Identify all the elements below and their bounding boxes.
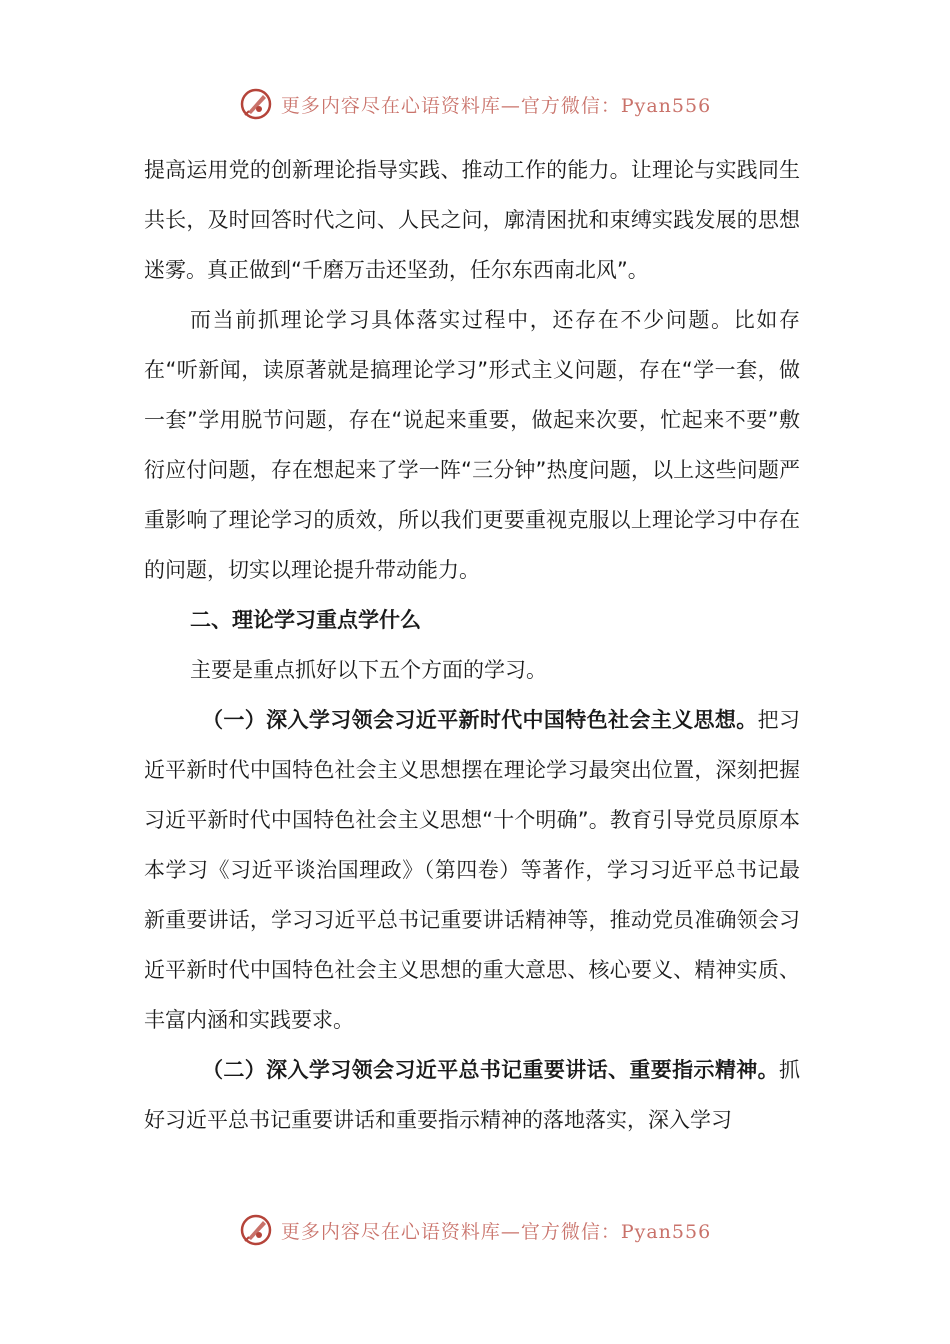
item-1 [144, 695, 800, 1045]
paragraph-2: 而当前抓理论学习具体落实过程中，还存在不少问题。比如存在“听新闻，读原著就是搞理论学习”形式主义问题，存在“学一套，做一套”学用脱节问题，存在“说起来重要，做起来次要，忙起来不要”敷衍应付问题，存在想起来了学一阵“三分钟”热度问题，以上这些问题严重影响了理论学习的质效，所以我们更要重视克服以上理论学习中存在的问题，切实以理论提升带动能力。 [144, 308, 800, 582]
quill-logo-icon [239, 87, 273, 121]
paragraph-3: 主要是重点抓好以下五个方面的学习。 [190, 658, 547, 682]
item-2-title: （二）深入学习领会习近平总书记重要讲话、重要指示精神。 [202, 1058, 779, 1082]
footer-watermark-text: 更多内容尽在心语资料库—官方微信：Pyan556 [280, 1220, 712, 1243]
document-body [144, 145, 800, 1145]
item-2 [144, 1045, 800, 1145]
item-1-body: 把习近平新时代中国特色社会主义思想摆在理论学习最突出位置，深刻把握习近平新时代中国特色社会主义思想“十个明确”。教育引导党员原原本本学习《习近平谈治国理政》（第四卷）等著作，学习习近平总书记最新重要讲话，学习习近平总书记重要讲话精神等，推动党员准确领会习近平新时代中国特色社会主义思想的重大意思、核心要义、精神实质、丰富内涵和实践要求。 [144, 708, 801, 1032]
paragraph-1: 提高运用党的创新理论指导实践、推动工作的能力。让理论与实践同生共长，及时回答时代之问、人民之问，廓清困扰和束缚实践发展的思想迷雾。真正做到“千磨万击还坚劲，任尔东西南北风”。 [144, 158, 800, 282]
section-heading-2: 二、理论学习重点学什么 [190, 608, 421, 632]
footer-watermark [0, 1210, 950, 1250]
header-watermark-text: 更多内容尽在心语资料库—官方微信：Pyan556 [280, 94, 712, 117]
item-2-body: 抓好习近平总书记重要讲话和重要指示精神的落地落实，深入学习 [144, 1058, 800, 1132]
header-watermark [0, 84, 950, 124]
item-1-title: （一）深入学习领会习近平新时代中国特色社会主义思想。 [202, 708, 758, 732]
quill-logo-icon [239, 1213, 273, 1247]
